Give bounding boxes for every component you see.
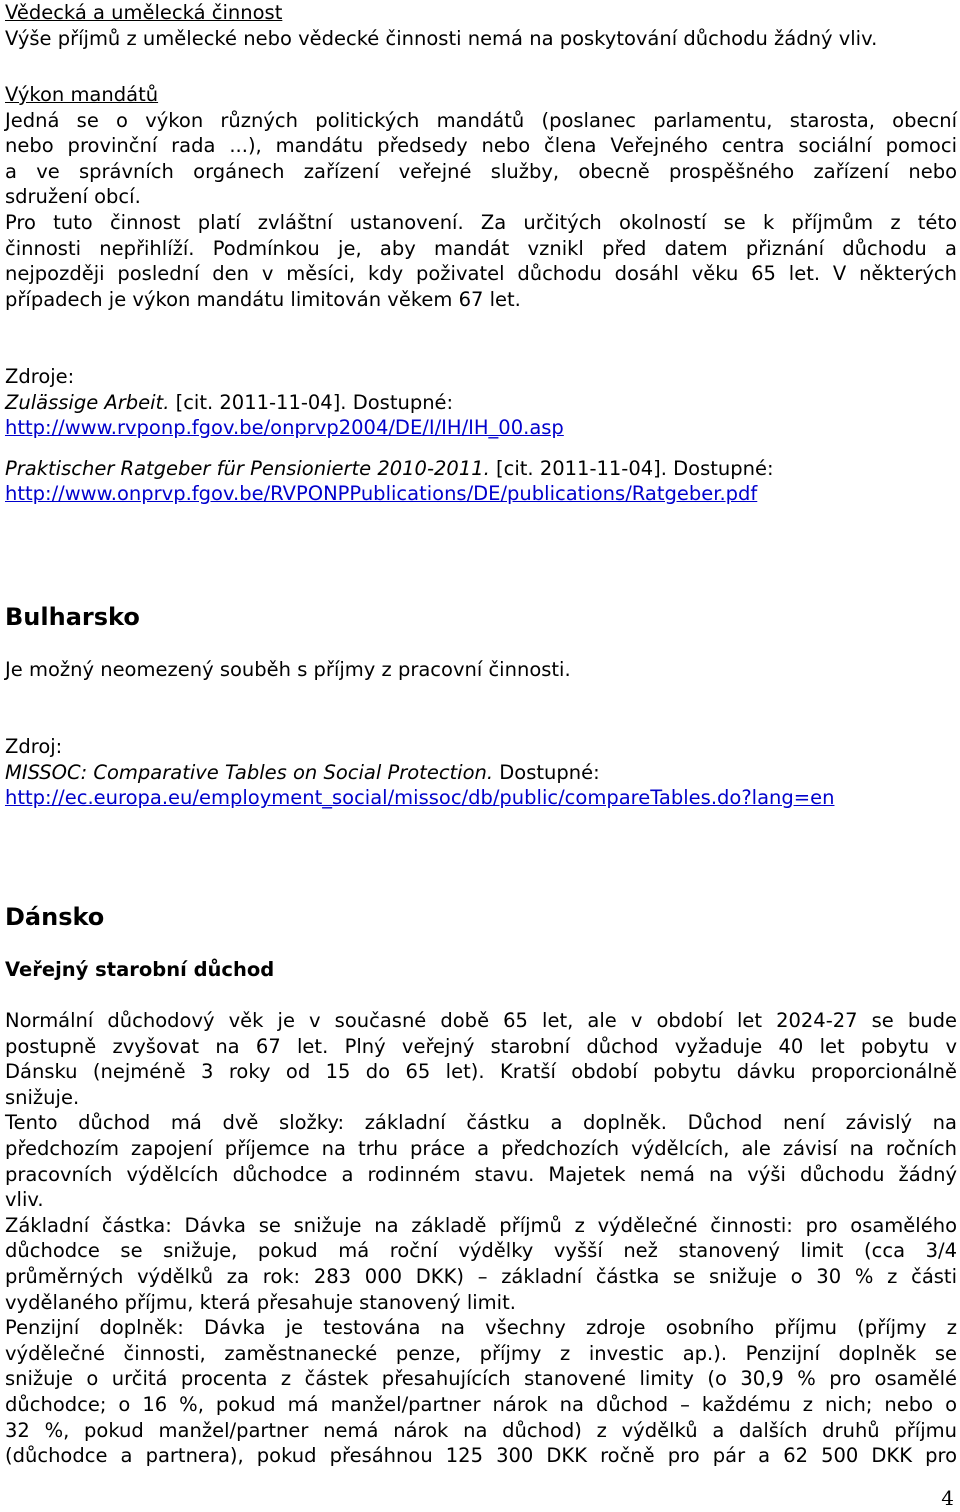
section-mandates <box>5 82 957 312</box>
page-number: 4 <box>941 1486 954 1510</box>
reference-citation: [cit. 2011-11-04]. Dostupné: <box>169 390 454 414</box>
bulgaria-source <box>5 734 957 811</box>
reference-title: Zulässige Arbeit. <box>5 390 170 414</box>
paragraph-line: sdružení obcí. <box>5 185 141 209</box>
source-citation: Dostupné: <box>493 760 600 784</box>
paragraph-line: Penzijní doplněk: Dávka je testována na všechny zdroje osobního příjmu (příjmy z <box>5 1316 957 1340</box>
paragraph-line: snižuje o určitá procenta z částek přesahujících stanovené limity (o 30,9 % pro osamělé <box>5 1367 957 1391</box>
paragraph-line: Jedná se o výkon různých politických mandátů (poslanec parlamentu, starosta, obecní <box>5 108 957 132</box>
paragraph-line: předchozím zapojení příjemce na trhu práce a předchozích výdělcích, ale závisí na ročních <box>5 1136 957 1160</box>
paragraph-line: důchodce se snižuje, pokud má roční výdělky vyšší než stanovený limit (cca 3/4 <box>5 1239 957 1263</box>
denmark-subheading-wrap <box>5 957 957 983</box>
paragraph-line: vydělaného příjmu, která přesahuje stanovený limit. <box>5 1290 516 1314</box>
reference-title: Praktischer Ratgeber für Pensionierte 2010-2011. <box>5 456 490 480</box>
section-denmark <box>5 902 957 932</box>
paragraph-line: důchodce; o 16 %, pokud má manžel/partner nárok na důchod – každému z nich; nebo o <box>5 1392 957 1416</box>
paragraph-line: 32 %, pokud manžel/partner nemá nárok na důchod) z výdělků a dalších druhů příjmu <box>5 1418 957 1442</box>
country-heading: Bulharsko <box>5 603 140 631</box>
section-scientific-artistic <box>5 0 957 51</box>
reference-citation: [cit. 2011-11-04]. Dostupné: <box>489 456 774 480</box>
paragraph-line: a ve správních orgánech zařízení veřejné služby, obecně prospěšného zařízení nebo <box>5 159 957 183</box>
source-link[interactable]: http://ec.europa.eu/employment_social/missoc/db/public/compareTables.do?lang=en <box>5 786 835 810</box>
paragraph-line: Pro tuto činnost platí zvláštní ustanovení. Za určitých okolností se k příjmům z této <box>5 210 957 234</box>
paragraph-line: Výše příjmů z umělecké nebo vědecké činnosti nemá na poskytování důchodu žádný vliv. <box>5 26 878 50</box>
reference-1 <box>5 390 957 416</box>
source-title: MISSOC: Comparative Tables on Social Protection. <box>5 760 494 784</box>
paragraph-line: výdělečné činnosti, zaměstnanecké penze, příjmy z investic ap.). Penzijní doplněk se <box>5 1341 957 1365</box>
paragraph-line: pracovních výdělcích důchodce a rodinném stavu. Majetek nemá na výši důchodu žádný <box>5 1162 957 1186</box>
section-bulgaria <box>5 602 957 632</box>
paragraph-line: postupně zvyšovat na 67 let. Plný veřejný starobní důchod vyžaduje 40 let pobytu v <box>5 1034 957 1058</box>
section-heading: Výkon mandátů <box>5 83 159 106</box>
paragraph-line: činnosti nepřihlíží. Podmínkou je, aby mandát vznikl před datem přiznání důchodu a <box>5 236 957 260</box>
country-heading: Dánsko <box>5 903 105 931</box>
section-heading: Vědecká a umělecká činnost <box>5 1 283 24</box>
paragraph-line: snižuje. <box>5 1085 80 1109</box>
paragraph-line: nebo provinční rada ...), mandátu předsedy nebo člena Veřejného centra sociální pomoci <box>5 134 957 158</box>
reference-1-link[interactable]: http://www.rvponp.fgov.be/onprvp2004/DE/I/IH/IH_00.asp <box>5 416 564 440</box>
paragraph-line: Je možný neomezený souběh s příjmy z pracovní činnosti. <box>5 658 571 681</box>
sources-block <box>5 364 957 507</box>
paragraph-line: průměrných výdělků za rok: 283 000 DKK) – základní částka se snižuje o 30 % z části <box>5 1264 957 1288</box>
denmark-body <box>5 1008 957 1469</box>
paragraph-line: nejpozději poslední den v měsíci, kdy poživatel důchodu dosáhl věku 65 let. V některých <box>5 262 957 286</box>
paragraph-line: Základní částka: Dávka se snižuje na základě příjmů z výdělečné činnosti: pro osamělého <box>5 1213 957 1237</box>
reference-2 <box>5 456 957 482</box>
subsection-heading: Veřejný starobní důchod <box>5 958 275 981</box>
source-label: Zdroj: <box>5 735 63 758</box>
paragraph-line: případech je výkon mandátu limitován věkem 67 let. <box>5 287 521 311</box>
reference-2-link[interactable]: http://www.onprvp.fgov.be/RVPONPPublications/DE/publications/Ratgeber.pdf <box>5 482 758 506</box>
paragraph-line: Tento důchod má dvě složky: základní částku a doplněk. Důchod není závislý na <box>5 1111 957 1135</box>
sources-label: Zdroje: <box>5 365 75 388</box>
paragraph-line: (důchodce a partnera), pokud přesáhnou 125 300 DKK ročně pro pár a 62 500 DKK pro <box>5 1444 957 1468</box>
bulgaria-body <box>5 657 957 683</box>
paragraph-line: vliv. <box>5 1188 44 1212</box>
paragraph-line: Normální důchodový věk je v současné době 65 let, ale v období let 2024-27 se bude <box>5 1009 957 1032</box>
paragraph-line: Dánsku (nejméně 3 roky od 15 do 65 let). Kratší období pobytu dávku proporcionálně <box>5 1060 957 1084</box>
